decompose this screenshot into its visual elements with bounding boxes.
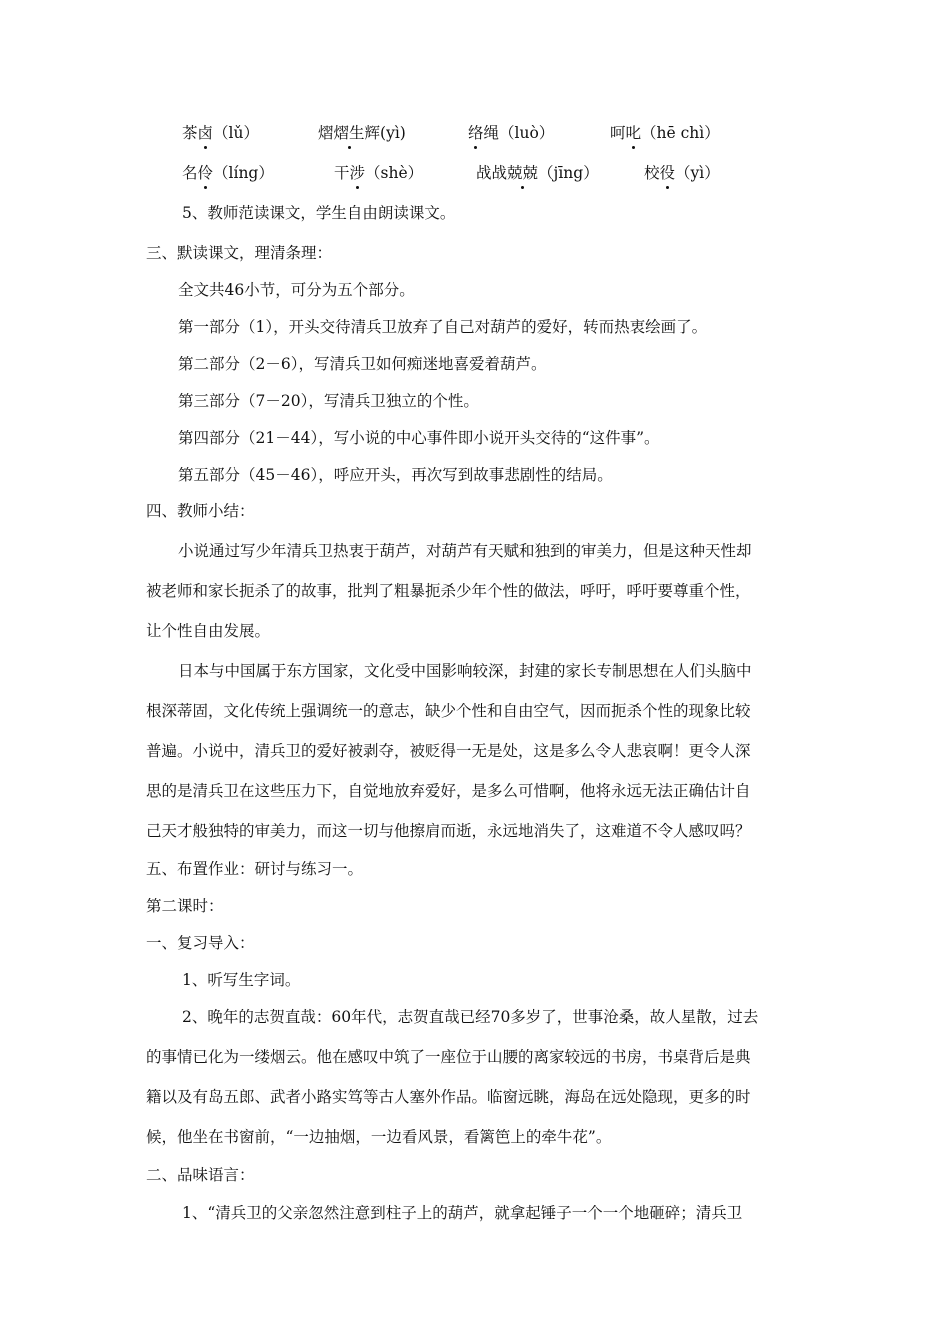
body-line: 第二部分（2－6），写清兵卫如何痴迷地喜爱着葫芦。: [178, 355, 547, 373]
paragraph-line: 候，他坐在书窗前，“一边抽烟，一边看风景，看篱笆上的牵牛花”。: [146, 1128, 612, 1146]
vocab-word: 名: [182, 164, 198, 182]
lesson-heading: 第二课时：: [146, 897, 224, 915]
vocab-dotted-char: 熠熠生辉: [318, 120, 380, 146]
vocab-word-lead: 茶: [182, 124, 198, 142]
paragraph-line: 2、晚年的志贺直哉：60年代，志贺直哉已经70多岁了，世事沧桑，故人星散，过去: [182, 1008, 759, 1026]
vocab-dotted-char: 役: [660, 160, 676, 186]
vocab-item: [644, 160, 720, 186]
vocab-dotted-char: 叱: [626, 120, 642, 146]
step-5-line: 5、教师范读课文，学生自由朗读课文。: [182, 204, 456, 222]
paragraph-line: 根深蒂固，文化传统上强调统一的意志，缺少个性和自由空气，因而扼杀个性的现象比较: [146, 702, 751, 720]
body-line: 全文共46小节，可分为五个部分。: [178, 281, 415, 299]
vocab-item: [468, 120, 554, 146]
section-heading-3: 三、默读课文，理清条理：: [146, 244, 333, 262]
vocab-item: [476, 160, 599, 186]
section-heading-2: 二、品味语言：: [146, 1166, 255, 1184]
paragraph-line: 籍以及有岛五郎、武者小路实笃等古人塞外作品。临窗远眺，海岛在远处隐现，更多的时: [146, 1088, 751, 1106]
vocab-word: 干: [334, 164, 350, 182]
vocab-pinyin: （lǔ）: [213, 124, 259, 142]
vocab-dotted-char: 涉: [350, 160, 366, 186]
vocab-pinyin: （shè）: [365, 164, 424, 182]
vocab-word: 校: [644, 164, 660, 182]
vocab-pinyin: （luò）: [499, 124, 555, 142]
vocab-pinyin: （hē chì）: [641, 124, 720, 142]
paragraph-line: 小说通过写少年清兵卫热衷于葫芦，对葫芦有天赋和独到的审美力，但是这种天性却: [178, 542, 752, 560]
paragraph-line: 日本与中国属于东方国家，文化受中国影响较深，封建的家长专制思想在人们头脑中: [178, 662, 752, 680]
paragraph-line: 1、“清兵卫的父亲忽然注意到柱子上的葫芦，就拿起锤子一个一个地砸碎；清兵卫: [182, 1204, 743, 1222]
vocab-row-1: [0, 120, 950, 146]
paragraph-line: 思的是清兵卫在这些压力下，自觉地放弃爱好，是多么可惜啊，他将永远无法正确估计自: [146, 782, 751, 800]
section-heading-5: 五、布置作业：研讨与练习一。: [146, 860, 364, 878]
vocab-dotted-char: 伶: [198, 160, 214, 186]
vocab-pinyin: （jīng）: [538, 164, 599, 182]
vocab-item: [334, 160, 423, 186]
vocab-item: [610, 120, 720, 146]
body-line: 第三部分（7－20），写清兵卫独立的个性。: [178, 392, 479, 410]
paragraph-line: 的事情已化为一缕烟云。他在感叹中筑了一座位于山腰的离家较远的书房，书桌背后是典: [146, 1048, 751, 1066]
vocab-pinyin: (yì): [380, 124, 406, 142]
paragraph-line: 被老师和家长扼杀了的故事，批判了粗暴扼杀少年个性的做法，呼吁，呼吁要尊重个性，: [146, 582, 751, 600]
body-line: 第四部分（21－44），写小说的中心事件即小说开头交待的“这件事”。: [178, 429, 660, 447]
section-heading-4: 四、教师小结：: [146, 502, 255, 520]
paragraph-line: 普遍。小说中，清兵卫的爱好被剥夺，被贬得一无是处，这是多么令人悲哀啊！更令人深: [146, 742, 751, 760]
vocab-item: [318, 120, 406, 146]
vocab-dotted-char: 兢兢: [507, 160, 538, 186]
vocab-pinyin: （yì）: [675, 164, 720, 182]
body-line: 第五部分（45－46），呼应开头，再次写到故事悲剧性的结局。: [178, 466, 613, 484]
vocab-word: 呵: [610, 124, 626, 142]
body-line: 第一部分（1），开头交待清兵卫放弃了自己对葫芦的爱好，转而热衷绘画了。: [178, 318, 708, 336]
vocab-item: [182, 160, 274, 186]
vocab-word: 绳: [483, 124, 500, 142]
section-heading-1: 一、复习导入：: [146, 934, 255, 952]
vocab-pinyin: （líng）: [213, 164, 274, 182]
vocab-row-2: [0, 160, 950, 186]
vocab-dotted-char: 络: [468, 120, 484, 146]
paragraph-line: 让个性自由发展。: [146, 622, 271, 640]
step-1-line: 1、听写生字词。: [182, 971, 301, 989]
paragraph-line: 己天才般独特的审美力，而这一切与他擦肩而逝，永远地消失了，这难道不令人感叹吗？: [146, 822, 751, 840]
vocab-word: 战战: [476, 164, 508, 182]
vocab-dotted-char: 卤: [198, 120, 214, 146]
vocab-item: [182, 120, 259, 146]
